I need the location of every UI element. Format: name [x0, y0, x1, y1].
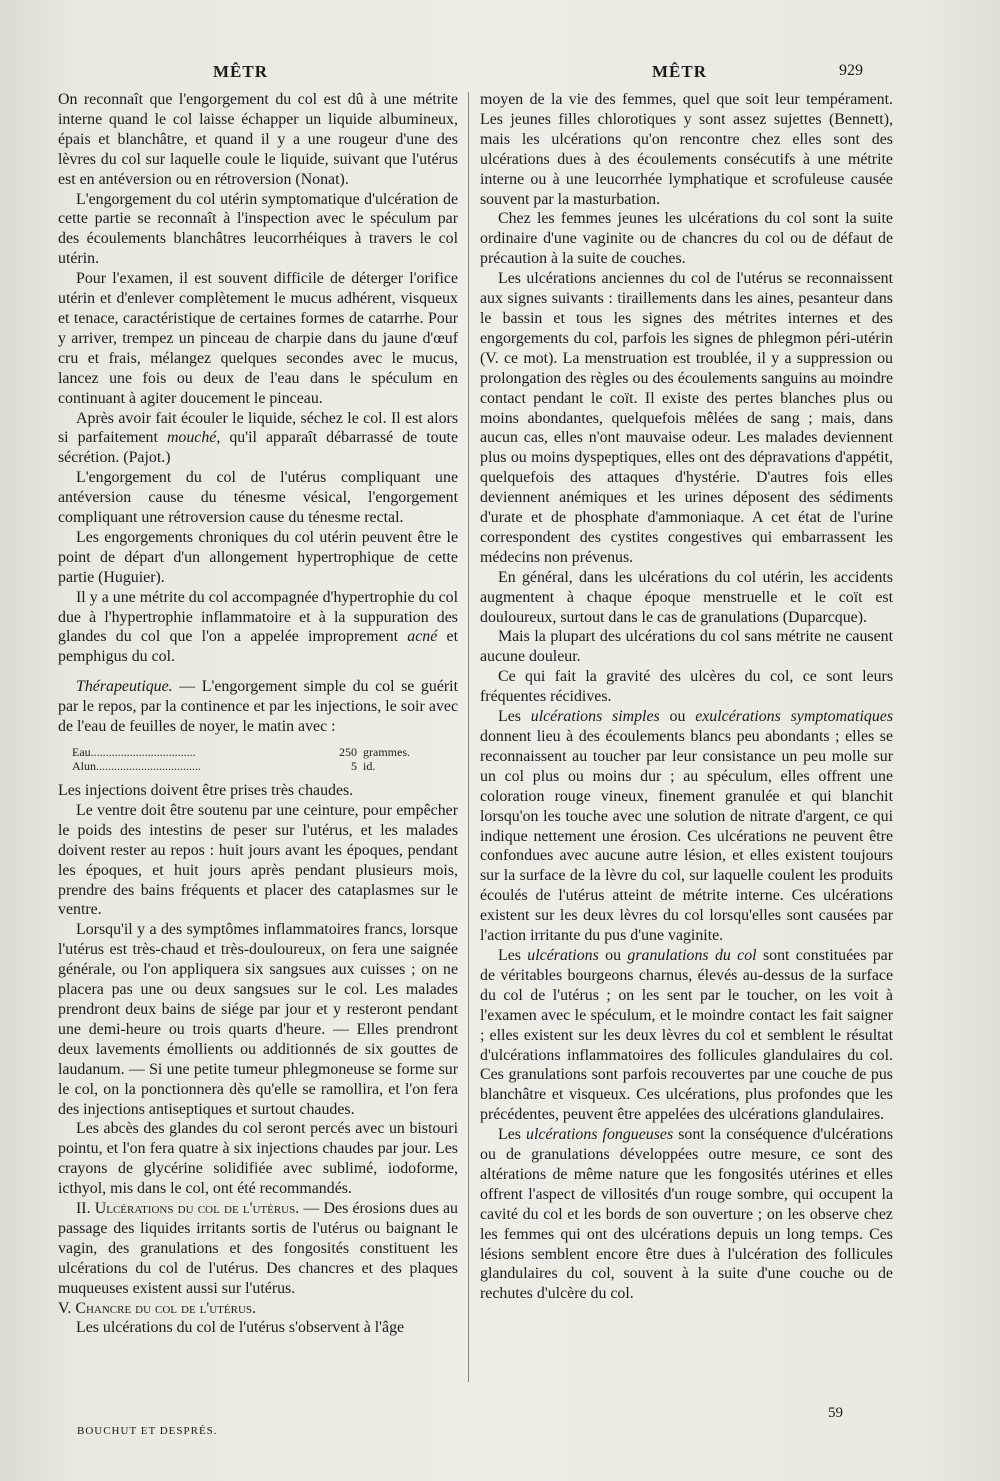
left-column	[58, 90, 458, 1338]
paragraph: Les abcès des glandes du col seront percés avec un bistouri pointu, et l'on fera quatre à six injections chaudes par jour. Les crayons de glycérine solidifiée avec sublimé, iodoforme, icthyol, mis dans le col, ont été recommandés.	[58, 1120, 458, 1198]
paragraph: On reconnaît que l'engorgement du col est dû à une métrite interne quand le col laisse échapper un liquide albumineux, épais et blanchâtre, et quand il y a une rougeur d'une des lèvres du col sur laquelle coule le liquide, suivant que l'utérus est en antéversion ou en rétroversion (Nonat).	[58, 91, 458, 188]
recipe-row	[72, 759, 458, 773]
recipe-unit: id.	[363, 759, 376, 773]
running-head-left: MÊTR	[213, 62, 268, 81]
paragraph: En général, dans les ulcérations du col utérin, les accidents augmentent à chaque époque menstruelle et le coït est douloureux, surtout dans le cas de granulations (Duparcque).	[480, 568, 893, 626]
emphasis: ulcérations fongueuses	[526, 1126, 674, 1144]
section-heading: V. Chancre du col de l'utérus.	[58, 1299, 256, 1317]
recipe	[72, 745, 458, 773]
paragraph	[58, 588, 458, 668]
footer-authors: BOUCHUT ET DESPRÉS.	[77, 1425, 218, 1437]
text-run: donnent lieu à des écoulements blancs peu abondants ; elles se reconnaissent au toucher par leur consistance un peu molle sur un col plus ou moins dur ; au spéculum, elles offrent une coloration rouge vineux, finement granulée et qui blanchit lorsqu'on les touche avec une solution de nitrate d'argent, ce qui indique nettement une érosion. Ces ulcérations ne peuvent être confondues avec aucune autre lésion, et elles existent toujours sur la surface de la lèvre du col, sur laquelle coulent les produits écoulés de l'utérus atteint de métrite interne. Ces ulcérations existent sur les deux lèvres du col lorsqu'elles sont causées par l'action irritante du pus d'une vaginite.	[480, 728, 893, 945]
paragraph: Les ulcérations du col de l'utérus s'observent à l'âge	[76, 1319, 405, 1337]
page-number: 929	[839, 62, 863, 79]
text-run: sont constituées par de véritables bourgeons charnus, élevés au-dessus de la surface du col de l'utérus ; on les sent par le toucher, on les voit à l'examen avec le spéculum, et le moindre contact les fait saigner ; elles existent sur les deux lèvres du col et semblent le résultat d'ulcérations inflammatoires des follicules glandulaires du col. Ces granulations sont parfois recouvertes par une couche de pus blanchâtre et visqueux. Ces ulcérations, plus profondes que les précédentes, peuvent être appelées des ulcérations glandulaires.	[480, 946, 894, 1124]
paragraph	[480, 707, 893, 946]
text-run: — L'engorgement simple du col se guérit par le repos, par la continence et par les injections, le soir avec de l'eau de feuilles de noyer, le matin avec :	[58, 678, 458, 736]
paragraph	[58, 677, 458, 737]
paragraph: Les ulcérations anciennes du col de l'utérus se reconnaissent aux signes suivants : tiraillements dans les aines, pesanteur dans le bassin et tous les signes des métrites internes et des engorgements du col, parfois les signes de phlegmon péri-utérin (V. ce mot). La menstruation est troublée, il y a suppression ou prolongation des règles ou des écoulements sanguins au moindre contact pendant le coït. Il existe des pertes blanches plus ou moins abondantes, quelquefois mêlées de sang ; mais, dans aucun cas, elles n'ont mauvaise odeur. Les malades deviennent plus ou moins dyspeptiques, elles ont des dépravations d'appétit, quelquefois des attaques d'hystérie. D'autres fois elles deviennent anémiques et les urines déposent des sédiments d'urate et de phosphate d'ammoniaque. A cet état de l'urine correspondent des cystites congestives qui embarrassent les médecins non prévenus.	[480, 270, 893, 566]
paragraph: L'engorgement du col utérin symptomatique d'ulcération de cette partie se reconnaît à l'inspection avec le spéculum par des écoulements blanchâtres leucorrhéiques à travers le col utérin.	[58, 190, 458, 268]
paragraph	[58, 1199, 458, 1299]
text-run: Après avoir fait écouler le liquide, séchez le col. Il est alors si parfaitement	[58, 409, 458, 447]
text-run: Il y a une métrite du col accompagnée d'hypertrophie du col due à l'hypertrophie inflammatoire et à la suppuration des glandes du col que l'on a appelée improprement	[58, 588, 458, 646]
paragraph: Le ventre doit être soutenu par une ceinture, pour empêcher le poids des intestins de peser sur l'utérus, et les malades doivent rester au repos : huit jours avant les époques, pendant les époques, et huit jours après pendant plusieurs mois, prendre des bains fréquents et placer des cataplasmes sur le ventre.	[58, 801, 458, 919]
recipe-ingredient: Alun...................................	[72, 759, 201, 773]
paragraph	[480, 1125, 893, 1304]
recipe-ingredient: Eau...................................	[72, 745, 196, 759]
paragraph: Les engorgements chroniques du col utérin peuvent être le point de départ d'un allongement hypertrophique de cette partie (Huguier).	[58, 528, 458, 586]
recipe-quantity: 5	[351, 759, 357, 773]
emphasis: ulcérations	[527, 946, 599, 964]
text-run: — Des érosions dues au passage des liquides irritants sortis de l'utérus ou baignant le vagin, des granulations et des fongosités constituent les ulcérations du col de l'utérus. Des chancres et des plaques muqueuses existent aussi sur l'utérus.	[58, 1200, 458, 1297]
emphasis: exulcérations symptomatiques	[695, 708, 893, 726]
recipe-unit: grammes.	[363, 745, 410, 759]
paragraph	[480, 946, 893, 1125]
column-divider	[468, 92, 469, 1382]
emphasis: granulations du col	[627, 946, 757, 964]
paragraph: Chez les femmes jeunes les ulcérations du col sont la suite ordinaire d'une vaginite ou de chancres du col ou de défaut de précaution à la suite de couches.	[480, 210, 893, 268]
right-column	[480, 90, 893, 1304]
text-run: Les	[498, 1126, 526, 1144]
paragraph	[58, 409, 458, 469]
emphasis: mouché	[166, 429, 217, 447]
paragraph: Pour l'examen, il est souvent difficile de déterger l'orifice utérin et d'enlever complètement le mucus adhérent, visqueux et tenace, caractéristique de certaines formes de catarrhe. Pour y arriver, trempez un pinceau de charpie dans du jaune d'œuf cru et frais, mélangez quelques secondes avec le mucus, lancez une fois ou deux de l'eau dans le spéculum en continuant à agiter doucement le pinceau.	[58, 270, 458, 407]
text-run: , qu'il apparaît débarrassé de toute sécrétion. (Pajot.)	[58, 429, 458, 467]
paragraph: Lorsqu'il y a des symptômes inflammatoires francs, lorsque l'utérus est très-chaud et très-douloureux, on fera une saignée générale, ou l'on appliquera six sangsues aux cuisses ; on ne placera pas une ou deux sangsues sur le col. Les malades prendront deux bains de siége par jour et y resteront pendant une demi-heure ou trois quarts d'heure. — Elles prendront deux lavements émollients ou additionnés de six gouttes de laudanum. — Si une petite tumeur phlegmoneuse se forme sur le col, on la ponctionnera dès qu'elle se ramollira, et l'on fera des injections antiseptiques et surtout chaudes.	[58, 921, 458, 1118]
text-run: sont la conséquence d'ulcérations ou de granulations développées outre mesure, ce sont des altérations de même nature que les fongosités utérines et elles offrent l'aspect de villosités d'un rouge sombre, qui occupent la cavité du col et les bords de son ouverture ; on les observe chez les femmes qui ont des ulcérations depuis un long temps. Ces lésions semblent encore être dues à l'ulcération des follicules glandulaires du col, souvent à la suite d'une couche ou de rechutes d'ulcère du col.	[480, 1126, 894, 1303]
emphasis: ulcérations simples	[530, 708, 660, 726]
recipe-quantity: 250	[339, 745, 357, 759]
recipe-row	[72, 745, 458, 759]
text-run: Les	[498, 708, 531, 726]
text-run: et pemphigus du col.	[58, 628, 458, 666]
text-run: ou	[659, 708, 696, 726]
paragraph: Mais la plupart des ulcérations du col sans métrite ne causent aucune douleur.	[480, 628, 893, 666]
paragraph: moyen de la vie des femmes, quel que soit leur tempérament. Les jeunes filles chlorotiques y sont assez sujettes (Bennett), mais les ulcérations qu'on rencontre chez elles sont des ulcérations dues à des écoulements consécutifs à une métrite interne ou à une leucorrhée lymphatique et scrofuleuse causée souvent par la masturbation.	[480, 91, 893, 208]
text-run: Les	[498, 946, 528, 964]
paragraph: Les injections doivent être prises très chaudes.	[58, 782, 354, 799]
signature-mark: 59	[828, 1405, 843, 1421]
text-run: ou	[598, 946, 628, 964]
section-label: Thérapeutique.	[76, 678, 173, 696]
paragraph: L'engorgement du col de l'utérus compliquant une antéversion cause du ténesme vésical, l'engorgement compliquant une rétroversion cause du ténesme rectal.	[58, 469, 458, 527]
paragraph: Ce qui fait la gravité des ulcères du col, ce sont leurs fréquentes récidives.	[480, 668, 893, 706]
running-head-right: MÊTR	[652, 62, 707, 81]
emphasis: acné	[407, 628, 438, 646]
section-heading: II. Ulcérations du col de l'utérus.	[76, 1200, 300, 1218]
